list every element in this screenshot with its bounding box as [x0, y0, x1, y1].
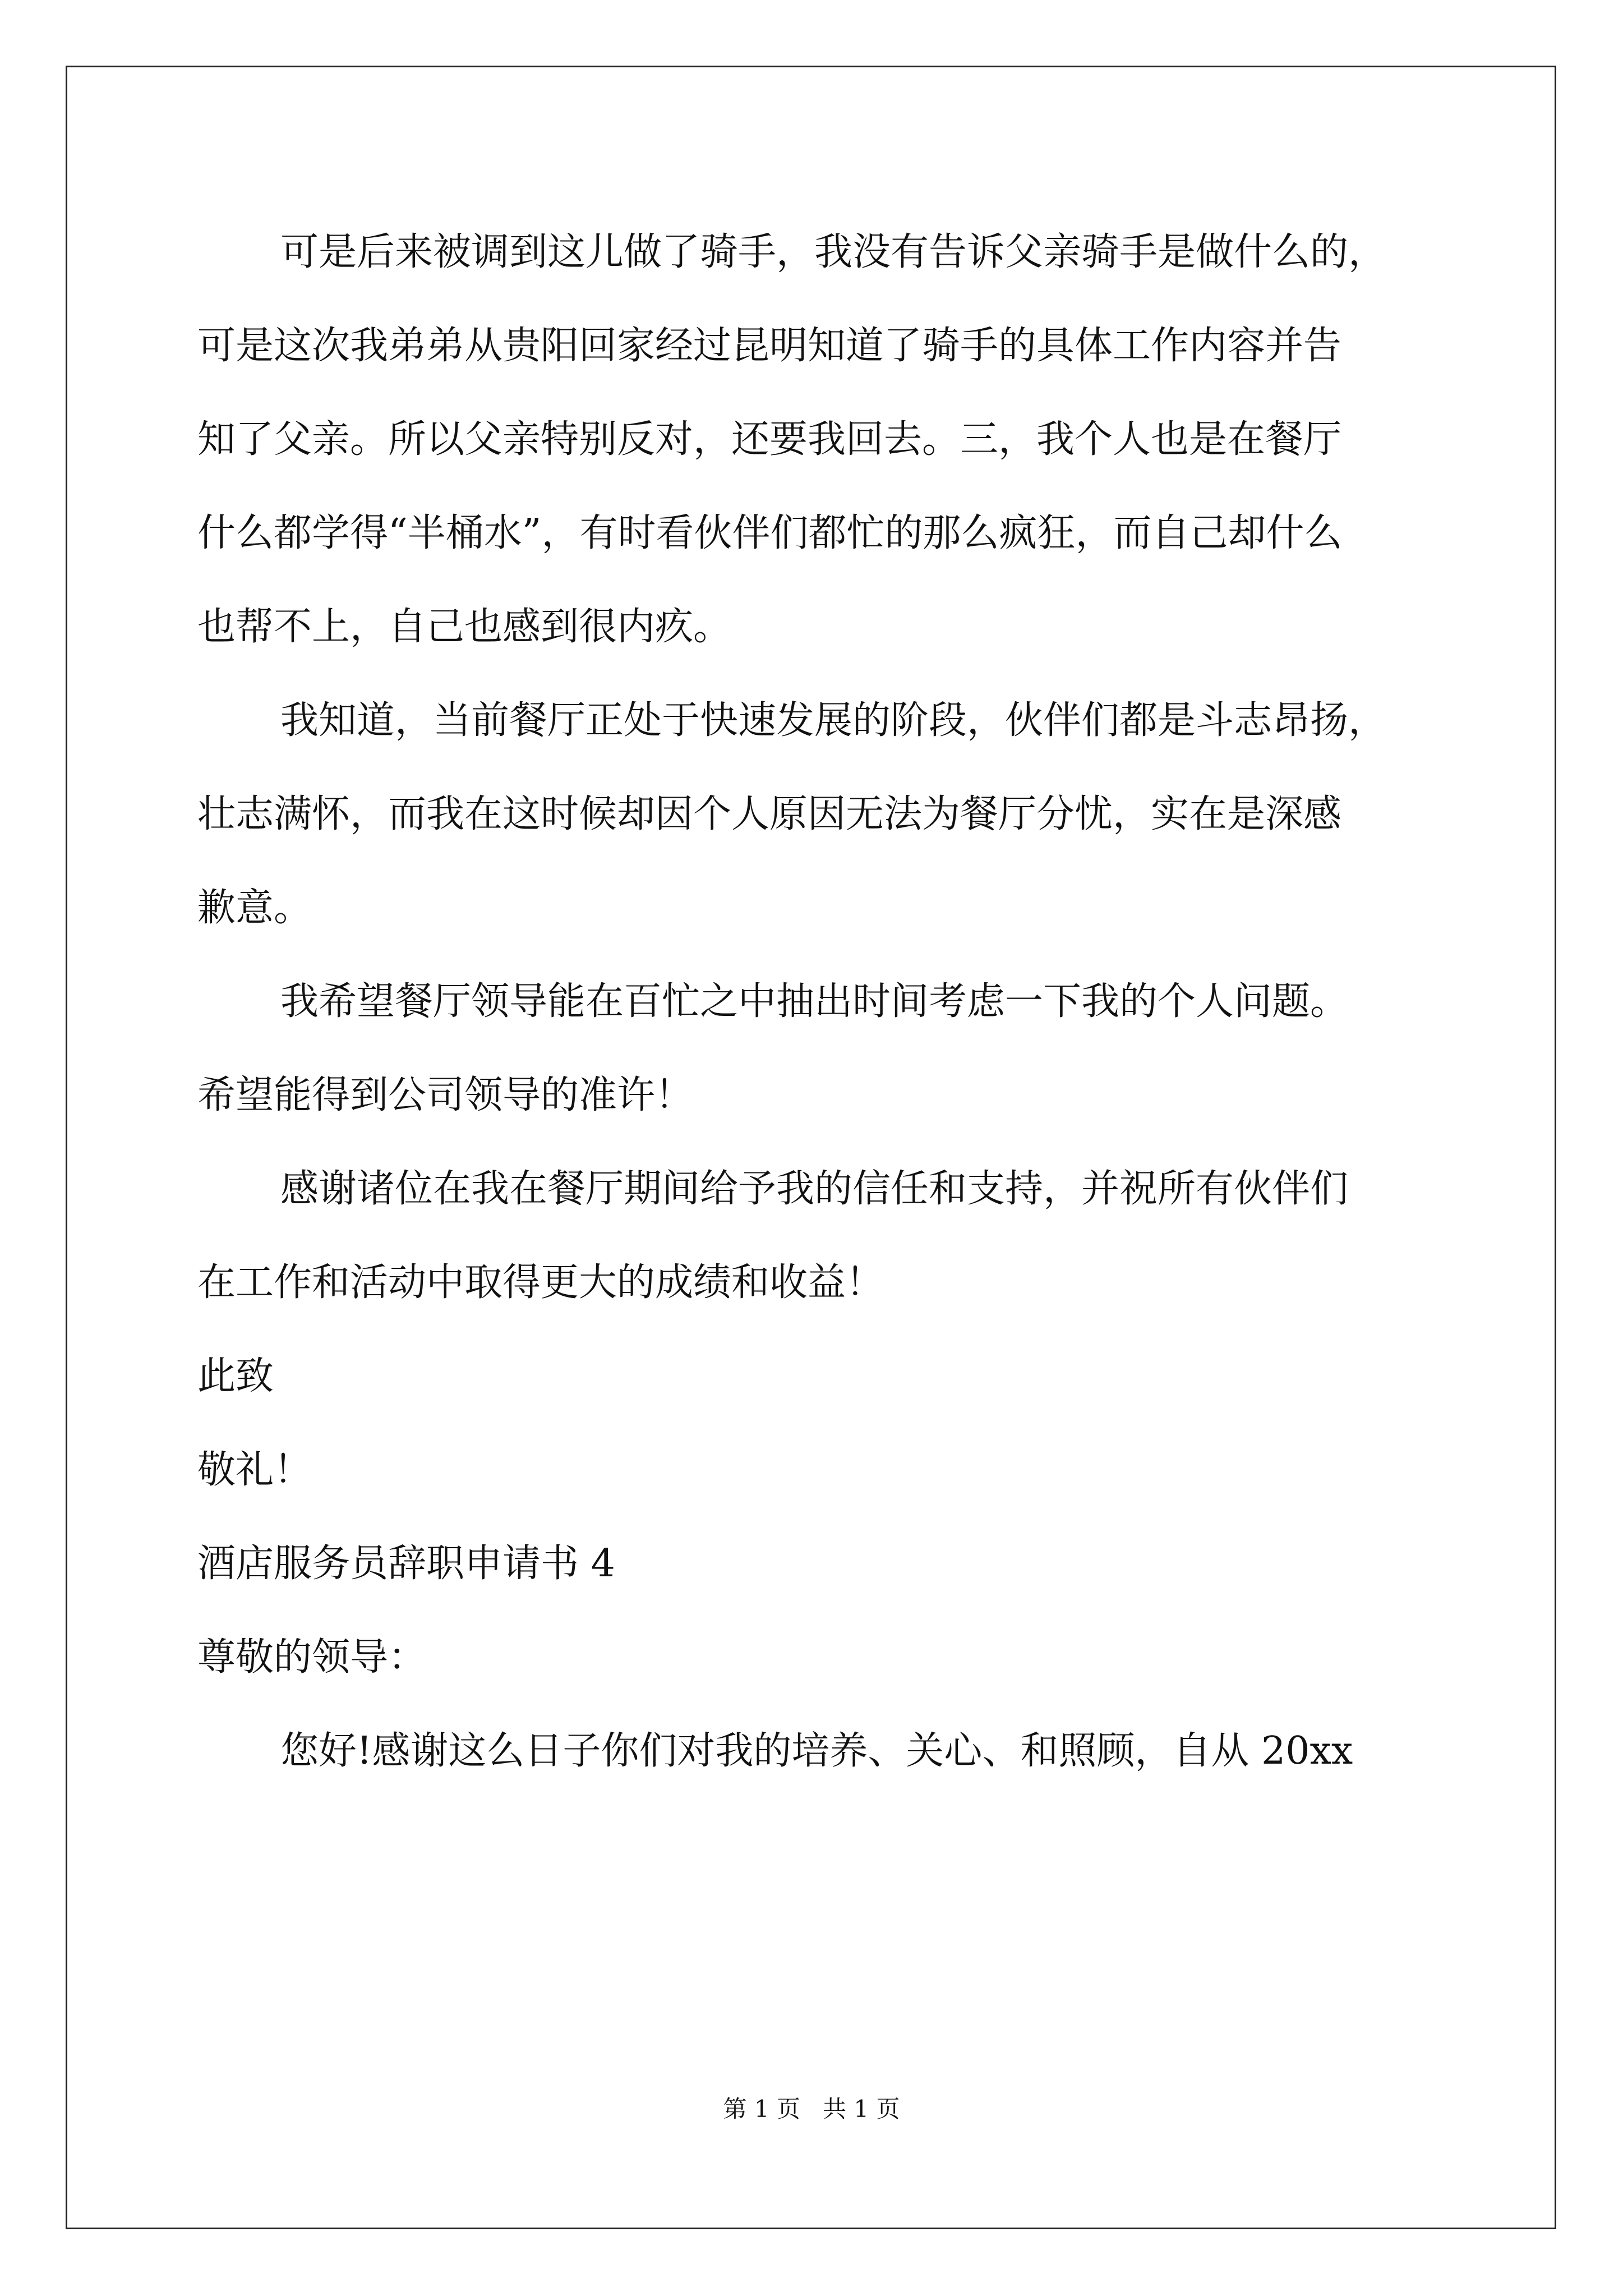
- closing-salutation: 此致: [197, 1354, 274, 1398]
- paragraph-line: 可是这次我弟弟从贵阳回家经过昆明知道了骑手的具体工作内容并告: [197, 324, 1342, 368]
- paragraph-line: 感谢诸位在我在餐厅期间给予我的信任和支持，并祝所有伙伴们: [280, 1167, 1349, 1211]
- paragraph-line: 壮志满怀，而我在这时候却因个人原因无法为餐厅分忧，实在是深感: [197, 792, 1342, 836]
- greeting: 尊敬的领导：: [197, 1635, 427, 1680]
- closing-regards: 敬礼！: [197, 1448, 312, 1492]
- page-footer: 第 1 页 共 1 页: [723, 2095, 900, 2123]
- paragraph-line: 希望能得到公司领导的准许！: [197, 1073, 694, 1117]
- paragraph-line: 可是后来被调到这儿做了骑手，我没有告诉父亲骑手是做什么的，: [280, 230, 1387, 274]
- paragraph-line: 知了父亲。所以父亲特别反对，还要我回去。三，我个人也是在餐厅: [197, 417, 1342, 462]
- page-border: [66, 66, 1556, 2229]
- paragraph-line: 什么都学得“半桶水”，有时看伙伴们都忙的那么疯狂，而自己却什么: [197, 511, 1343, 555]
- paragraph-line: 歉意。: [197, 886, 312, 930]
- paragraph-line: 也帮不上，自己也感到很内疚。: [197, 605, 732, 649]
- paragraph-line: 在工作和活动中取得更大的成绩和收益！: [197, 1260, 884, 1305]
- paragraph-line: 您好!感谢这么日子你们对我的培养、关心、和照顾，自从 20xx: [280, 1729, 1353, 1773]
- paragraph-line: 我希望餐厅领导能在百忙之中抽出时间考虑一下我的个人问题。: [280, 979, 1349, 1024]
- paragraph-line: 我知道，当前餐厅正处于快速发展的阶段，伙伴们都是斗志昂扬，: [280, 698, 1387, 743]
- section-title: 酒店服务员辞职申请书 4: [197, 1542, 615, 1586]
